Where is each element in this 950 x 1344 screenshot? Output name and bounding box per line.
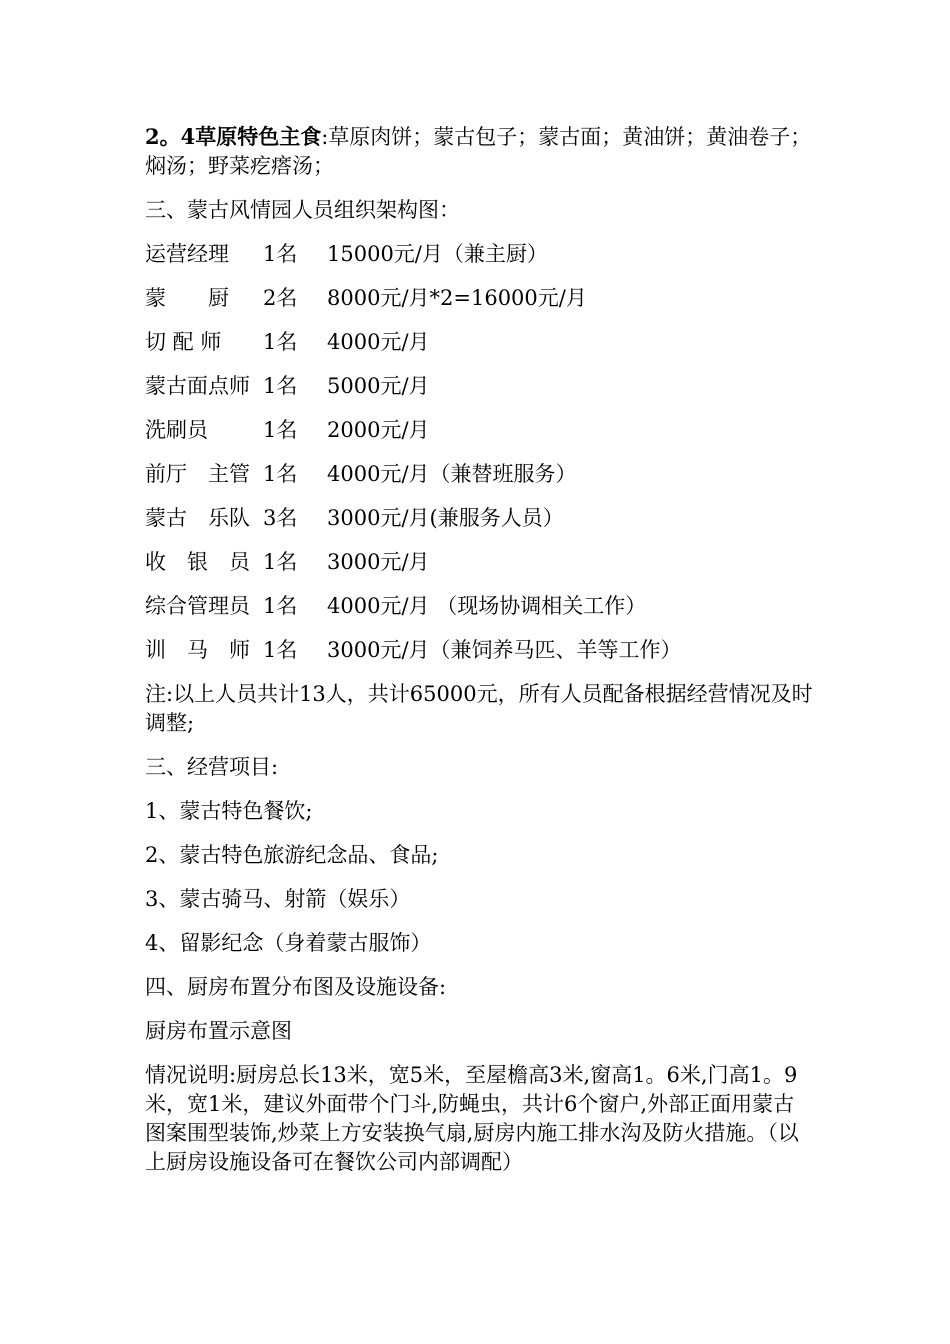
staff-count: 1名 [263, 330, 298, 354]
staff-count: 1名 [263, 242, 298, 266]
staff-salary: 3000元/月（兼饲养马匹、羊等工作） [327, 638, 682, 662]
staff-role: 综合管理员 [145, 594, 250, 618]
staff-salary: 4000元/月 （现场协调相关工作） [327, 594, 647, 618]
staff-salary: 5000元/月 [327, 374, 430, 398]
document-body [145, 122, 815, 1192]
staff-role: 训 马 师 [145, 638, 250, 662]
staff-count: 1名 [263, 418, 298, 442]
business-item: 3、蒙古骑马、射箭（娱乐） [145, 887, 411, 911]
business-item: 2、蒙古特色旅游纪念品、食品; [145, 843, 439, 867]
staff-row [145, 328, 815, 357]
business-item: 1、蒙古特色餐饮; [145, 799, 313, 823]
staff-row [145, 504, 815, 533]
staff-role: 蒙古面点师 [145, 374, 250, 398]
staple-food-heading: 2。4草原特色主食 [145, 124, 322, 149]
staff-count: 3名 [263, 506, 298, 530]
staff-salary: 8000元/月*2=16000元/月 [327, 286, 587, 310]
business-heading: 三、经营项目: [145, 755, 279, 779]
staff-role: 切 配 师 [145, 330, 222, 354]
staff-count: 2名 [263, 286, 298, 310]
business-item: 4、留影纪念（身着蒙古服饰） [145, 931, 432, 955]
staff-salary: 3000元/月(兼服务人员） [327, 506, 564, 530]
staff-list [145, 240, 815, 665]
staff-note: 注:以上人员共计13人，共计65000元，所有人员配备根据经营情况及时调整; [145, 682, 813, 735]
staff-role: 前厅 主管 [145, 462, 250, 486]
staple-food-text: :草原肉饼；蒙古包子；蒙古面；黄油饼；黄油卷子；焖汤；野菜疙瘩汤； [145, 125, 812, 178]
staff-salary: 4000元/月 [327, 330, 430, 354]
staff-count: 1名 [263, 374, 298, 398]
kitchen-heading: 四、厨房布置分布图及设施设备: [145, 975, 447, 999]
staff-role: 洗刷员 [145, 418, 208, 442]
staff-count: 1名 [263, 638, 298, 662]
staff-role: 运营经理 [145, 242, 229, 266]
staple-food-paragraph [145, 122, 815, 181]
org-chart-heading: 三、蒙古风情园人员组织架构图： [145, 198, 460, 222]
staff-salary: 3000元/月 [327, 550, 430, 574]
staff-salary: 4000元/月（兼替班服务） [327, 462, 577, 486]
kitchen-diagram-title: 厨房布置示意图 [145, 1019, 292, 1043]
staff-salary: 15000元/月（兼主厨） [327, 242, 548, 266]
staff-row [145, 416, 815, 445]
staff-role: 蒙古 乐队 [145, 506, 250, 530]
staff-row [145, 548, 815, 577]
staff-row [145, 636, 815, 665]
staff-row [145, 284, 815, 313]
staff-role: 收 银 员 [145, 550, 250, 574]
staff-count: 1名 [263, 462, 298, 486]
staff-row [145, 592, 815, 621]
staff-row [145, 372, 815, 401]
staff-row [145, 460, 815, 489]
staff-role: 蒙 厨 [145, 286, 229, 310]
kitchen-description: 情况说明:厨房总长13米，宽5米，至屋檐高3米,窗高1。6米,门高1。9米，宽1米，建议外面带个门斗,防蝇虫，共计6个窗户,外部正面用蒙古图案围型装饰,炒菜上方安装换气扇,厨房内施工排水沟及防火措施。（以上厨房设施设备可在餐饮公司内部调配） [145, 1063, 799, 1174]
staff-row [145, 240, 815, 269]
staff-count: 1名 [263, 594, 298, 618]
staff-salary: 2000元/月 [327, 418, 430, 442]
staff-count: 1名 [263, 550, 298, 574]
